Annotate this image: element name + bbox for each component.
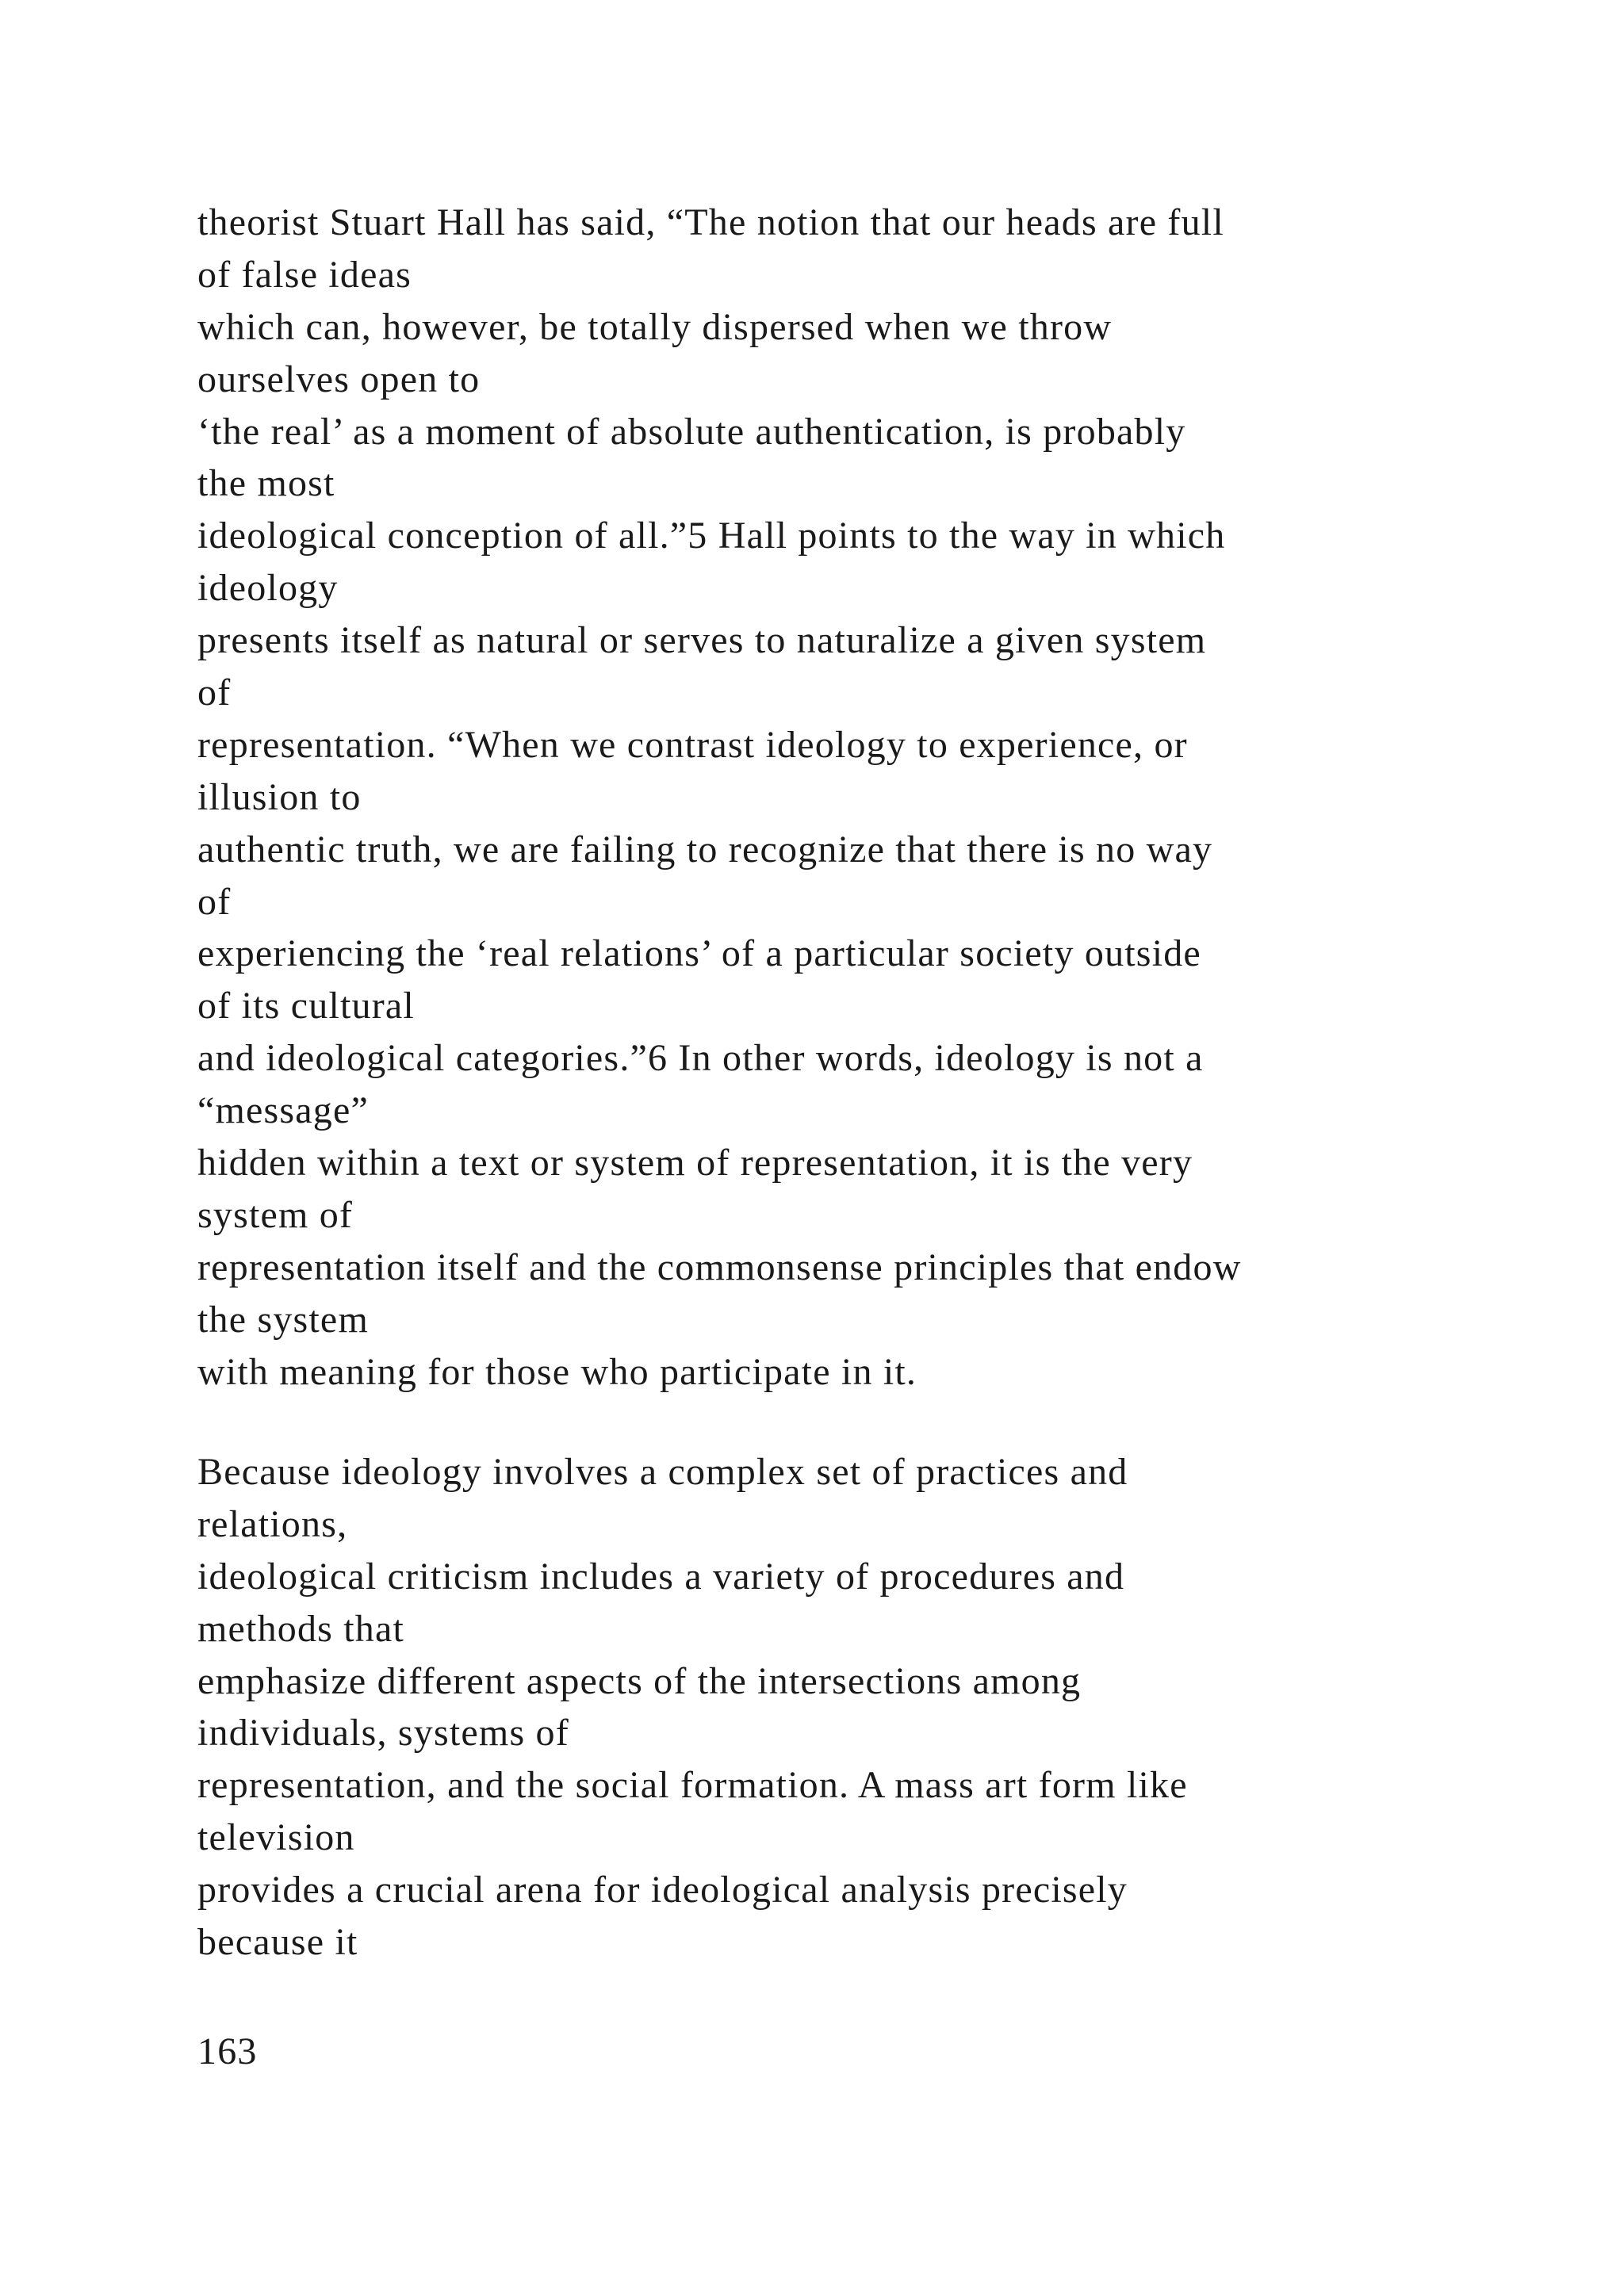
text-line: ideological conception of all.”5 Hall points to the way in which (197, 515, 1226, 557)
text-line: television (197, 1816, 355, 1859)
text-line: Because ideology involves a complex set of practices and (197, 1451, 1128, 1493)
paragraph-1 (197, 197, 1530, 1398)
text-line: of its cultural (197, 985, 415, 1027)
text-line: emphasize different aspects of the intersections among (197, 1659, 1082, 1702)
text-line: ourselves open to (197, 358, 481, 400)
text-line: which can, however, be totally dispersed when we throw (197, 305, 1113, 348)
text-line: of (197, 880, 232, 923)
text-line: provides a crucial arena for ideological analysis precisely (197, 1869, 1128, 1911)
text-line: individuals, systems of (197, 1712, 569, 1755)
text-line: relations, (197, 1502, 348, 1545)
text-line: system of (197, 1193, 354, 1236)
text-line: representation, and the social formation. A mass art form like (197, 1764, 1188, 1807)
text-line: and ideological categories.”6 In other words, ideology is not a (197, 1037, 1204, 1080)
text-line: theorist Stuart Hall has said, “The notion that our heads are full (197, 201, 1224, 243)
text-line: the system (197, 1298, 369, 1341)
text-line: experiencing the ‘real relations’ of a particular society outside (197, 932, 1201, 975)
text-line: methods that (197, 1607, 405, 1650)
text-line: because it (197, 1921, 358, 1964)
paragraph-2 (197, 1446, 1530, 1969)
page-number: 163 (197, 2030, 258, 2072)
text-line: with meaning for those who participate in it. (197, 1350, 917, 1393)
text-line: authentic truth, we are failing to recognize that there is no way (197, 828, 1213, 871)
text-line: representation itself and the commonsense principles that endow (197, 1246, 1242, 1288)
text-line: the most (197, 462, 335, 505)
text-line: of (197, 672, 232, 714)
text-line: “message” (197, 1089, 370, 1132)
text-line: hidden within a text or system of representation, it is the very (197, 1142, 1193, 1184)
text-line: representation. “When we contrast ideology to experience, or (197, 723, 1188, 766)
text-line: of false ideas (197, 253, 412, 296)
text-line: ‘the real’ as a moment of absolute authentication, is probably (197, 410, 1186, 453)
text-line: illusion to (197, 775, 362, 818)
text-line: presents itself as natural or serves to naturalize a given system (197, 619, 1207, 662)
text-line: ideological criticism includes a variety of procedures and (197, 1555, 1125, 1598)
text-line: ideology (197, 567, 339, 610)
